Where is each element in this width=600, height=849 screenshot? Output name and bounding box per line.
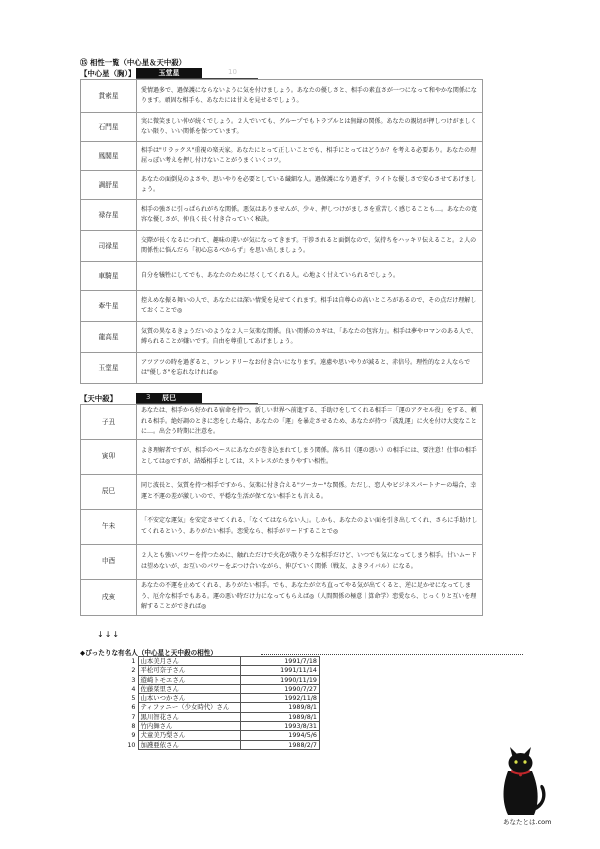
celebrity-row	[120, 722, 320, 731]
tenchusatsu-label: 【天中殺】	[80, 394, 117, 403]
row-description: 実に微笑ましい仲が続くでしょう。２人でいても、グループでもトラブルとは無縁の関係。あなたの親切が押しつけがましくない限り、いい関係を保つています。	[137, 113, 483, 142]
row-description: あなたは、相手から好かれる宿命を持つ。新しい世界へ前進する、手助けをしてくれる相手＝「運のアクセル役」をする、頼れる相手。絶好調のときに恋をした場合、あなたの「運」を暴走させるため、あなたが持つ「波乱運」に火を付け大変なことに…。出会う時期に注意を。	[137, 405, 483, 440]
row-description: あなたの面倒見のよさや、思いやりを必要としている繊細な人。過保護になり過ぎず、ライトな優しさで安心させてあげましょう。	[137, 171, 483, 200]
row-description: 「不安定な運気」を安定させてくれる、「なくてはならない人」。しかも、あなたのよい面を引き出してくれ、さらに手助けしてくれるという、ありがたい相手。恋愛なら、相手がリードすることで◎	[137, 509, 483, 544]
row-key: 子丑	[81, 405, 137, 440]
row-key: 鳳閣星	[81, 142, 137, 171]
celebrity-birthdate: 1993/8/31	[240, 722, 320, 731]
row-key: 石門星	[81, 113, 137, 142]
celebrity-number: 6	[131, 703, 136, 712]
center-star-row	[81, 322, 483, 353]
celebrity-number: 8	[131, 722, 136, 731]
page-mark: 3	[146, 393, 151, 401]
celebrity-birthdate: 1992/11/8	[240, 694, 320, 703]
celebrity-birthdate: 1994/5/6	[240, 731, 320, 740]
row-description: アツアツの時を過ぎると、フレンドリーなお付き合いになります。遠慮や思いやりが減ると、赤信号。理性的な２人ならでは"優しさ"を忘れなければ◎	[137, 353, 483, 384]
tenchusatsu-tag: 辰巳	[136, 393, 202, 404]
row-key: 申酉	[81, 544, 137, 579]
tenchusatsu-header	[80, 393, 202, 404]
celebrity-row	[120, 731, 320, 740]
celebrity-number: 4	[131, 684, 136, 693]
celebrity-birthdate: 1991/11/14	[240, 666, 320, 675]
row-description: 相手は"リラックス"重視の楽天家。あなたにとって正しいことでも、相手にとってはどうか？を考える必要あり。あなたの理屈っぽい考えを押し付けないことがうまくいくコツ。	[137, 142, 483, 171]
celebrity-birthdate: 1988/2/7	[240, 740, 320, 749]
celebrity-row	[120, 694, 320, 703]
celebrity-name: 加護亜依さん	[138, 740, 240, 749]
center-star-row	[81, 353, 483, 384]
celebrity-number: 3	[131, 675, 136, 684]
celebrity-birthdate: 1990/7/27	[240, 684, 320, 693]
row-key: 車騎星	[81, 262, 137, 291]
celebrity-row	[120, 740, 320, 749]
black-cat-icon	[494, 741, 550, 819]
row-key: 調舒星	[81, 171, 137, 200]
center-star-row	[81, 80, 483, 113]
celebrity-row	[120, 703, 320, 712]
celebrity-name: 山本いつかさん	[138, 694, 240, 703]
center-star-row	[81, 231, 483, 262]
center-star-row	[81, 171, 483, 200]
celebrity-number: 5	[131, 694, 136, 703]
celebrity-table	[120, 656, 320, 750]
tenchusatsu-row	[81, 509, 483, 544]
row-key: 貫索星	[81, 80, 137, 113]
center-star-tag: 玉堂星	[136, 68, 202, 79]
center-star-row	[81, 113, 483, 142]
celebrity-name: ティファニー（少女時代）さん	[138, 703, 240, 712]
tenchusatsu-row	[81, 405, 483, 440]
row-description: 控えめな振る舞いの人で、あなたには深い情愛を見せてくれます。相手は自尊心の高いところがあるので、その点だけ理解しておくことで◎	[137, 291, 483, 322]
row-key: 龍高星	[81, 322, 137, 353]
celebrity-birthdate: 1989/8/1	[240, 703, 320, 712]
celebrity-birthdate: 1989/8/1	[240, 712, 320, 721]
celebrity-row	[120, 666, 320, 675]
center-star-header	[80, 68, 237, 79]
celebrity-birthdate: 1990/11/19	[240, 675, 320, 684]
row-key: 禄存星	[81, 200, 137, 231]
row-description: よき理解者ですが、相手のペースにあなたが巻き込まれてしまう関係。落ち目（運の悪い）の相手には、要注意！仕事の相手としては◎ですが、結婚相手としては、ストレスがたまりやすい相性。	[137, 439, 483, 474]
row-description: 相手の強さに引っぱられがちな関係。悪気はありませんが、少々、押しつけがましさを重苦しく感じることも…。あなたの寛容な優しさが、仲良く長く付き合っていく秘訣。	[137, 200, 483, 231]
celebrity-title: ◆ぴったりな有名人（中心星と天中殺の相性）	[80, 649, 217, 657]
celebrity-name: 竹内舞さん	[138, 722, 240, 731]
down-arrows: ↓↓↓	[97, 630, 121, 639]
row-description: ２人とも強いパワーを持つために、触れただけで火花が散りそうな相手だけど、いつでも気になってしまう相手。甘いムードは望めないが、お互いのパワーをぶつけ合いながら、伸びていく関係（戦友、よきライバル）になる。	[137, 544, 483, 579]
dotted-leader	[261, 654, 523, 655]
row-key: 玉堂星	[81, 353, 137, 384]
page-mark: 10	[228, 68, 237, 76]
celebrity-number: 10	[127, 740, 136, 749]
celebrity-name: 犬童美乃梨さん	[138, 731, 240, 740]
celebrity-row	[120, 675, 320, 684]
row-key: 司禄星	[81, 231, 137, 262]
row-description: 自分を犠牲にしてでも、あなたのために尽くしてくれる人。心地よく甘えていられるでしょう。	[137, 262, 483, 291]
celebrity-row	[120, 657, 320, 666]
tenchusatsu-row	[81, 439, 483, 474]
celebrity-name: 黒川智花さん	[138, 712, 240, 721]
celebrity-birthdate: 1991/7/18	[240, 657, 320, 666]
row-key: 牽牛星	[81, 291, 137, 322]
section-title: ⑮ 相性一覧（中心星＆天中殺）	[80, 58, 187, 67]
row-description: 愛情過多で、過保護にならないように気を付けましょう。あなたの優しさと、相手の素直さが一つになって和やかな関係になります。頑固な相手も、あなたには甘えを見せるでしょう。	[137, 80, 483, 113]
celebrity-number: 7	[131, 712, 136, 721]
row-key: 寅卯	[81, 439, 137, 474]
row-description: 交際が長くなるにつれて、趣味の違いが気になってきます。干渉されると面倒なので、気持ちをハッキリ伝えること。２人の関係性に悩んだら「初心忘るべからず」を思い出しましょう。	[137, 231, 483, 262]
center-star-label: 【中心星（胸）】	[80, 69, 136, 78]
center-star-row	[81, 262, 483, 291]
celebrity-name: 佐藤栞里さん	[138, 684, 240, 693]
celebrity-row	[120, 684, 320, 693]
row-key: 戌亥	[81, 579, 137, 615]
site-name: あなたとは.com	[503, 818, 552, 826]
celebrity-name: 平松可奈子さん	[138, 666, 240, 675]
celebrity-name: 山本美月さん	[138, 657, 240, 666]
center-star-row	[81, 291, 483, 322]
celebrity-number: 9	[131, 731, 136, 740]
row-key: 午未	[81, 509, 137, 544]
tenchusatsu-row	[81, 474, 483, 509]
celebrity-number: 2	[131, 666, 136, 675]
tenchusatsu-row	[81, 579, 483, 615]
center-star-row	[81, 142, 483, 171]
row-description: あなたの不運を止めてくれる、ありがたい相手。でも、あなたが立ち直ってやる気が出てくると、逆に足かせになってしまう、厄介な相手でもある。運の悪い時だけ力になってもらえば◎（人間関係の極意｜算命学）恋愛なら、じっくりと互いを理解することができれば◎	[137, 579, 483, 615]
center-star-row	[81, 200, 483, 231]
tenchusatsu-table	[80, 404, 483, 616]
celebrity-number: 1	[131, 657, 136, 665]
tenchusatsu-row	[81, 544, 483, 579]
celebrity-row	[120, 712, 320, 721]
row-key: 辰巳	[81, 474, 137, 509]
celebrity-name: 遊崎トモエさん	[138, 675, 240, 684]
center-star-table	[80, 79, 483, 384]
row-description: 同じ波長と、気質を持つ相手ですから、気楽に付き合える"ツーカー"な関係。ただし、恋人やビジネスパートナーの場合、幸運と不運の差が激しいので、平穏な生活が保てない相手とも言える。	[137, 474, 483, 509]
row-description: 気質の異なるきょうだいのような２人＝気楽な関係。良い関係のカギは、「あなたの包容力」。相手は夢やロマンのある人で、縛られることが嫌いです。自由を尊重してあげましょう。	[137, 322, 483, 353]
